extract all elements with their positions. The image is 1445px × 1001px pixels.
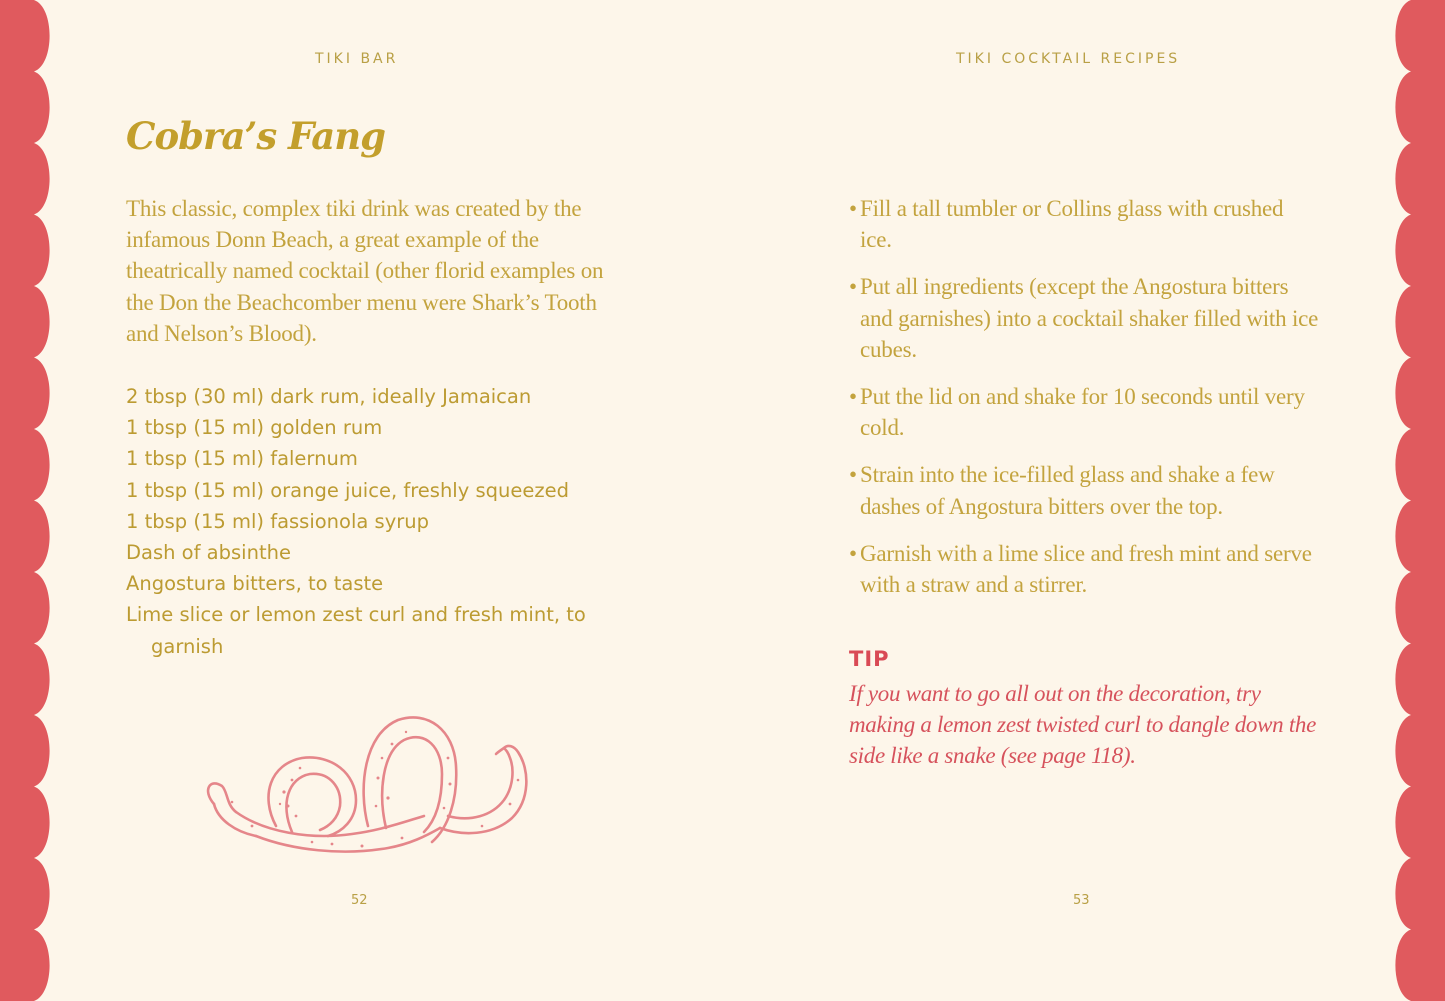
ingredient-item: 1 tbsp (15 ml) orange juice, freshly squeezed [126,478,569,502]
ingredient-item: Lime slice or lemon zest curl and fresh mint, to garnish [126,603,586,658]
ingredient-item: 2 tbsp (30 ml) dark rum, ideally Jamaican [126,385,532,408]
bullet-glyph: • [849,384,857,410]
method-step [849,459,1319,521]
ingredient-item: Dash of absinthe [126,541,291,565]
method-step [849,538,1319,600]
method-steps [849,193,1319,616]
method-step [849,193,1319,255]
page-number-right: 53 [1073,893,1090,908]
method-step-text: Put all ingredients (except the Angostura bitters and garnishes) into a cocktail shaker filled with ice cubes. [860,274,1319,362]
bullet-glyph: • [849,540,857,566]
scallop-shape [1395,0,1445,1001]
method-step-text: Fill a tall tumbler or Collins glass with crushed ice. [860,196,1284,253]
running-header-right: TIKI COCKTAIL RECIPES [956,51,1181,67]
method-step [849,381,1319,443]
method-step-text: Put the lid on and shake for 10 seconds until very cold. [860,384,1305,441]
ingredient-item: Angostura bitters, to taste [126,572,384,596]
page-number-left: 52 [351,893,368,908]
bullet-glyph: • [849,462,857,488]
ingredient-item: 1 tbsp (15 ml) fassionola syrup [126,509,429,533]
lemon-zest-curl-illustration [192,708,542,868]
scalloped-border-left [0,0,60,1001]
ingredient-list [126,381,626,662]
scallop-shape [0,0,50,1001]
method-step [849,271,1319,365]
running-header-left: TIKI BAR [315,51,399,67]
recipe-title: Cobra’s Fang [126,114,386,158]
method-step-text: Garnish with a lime slice and fresh mint and serve with a straw and a stirrer. [860,540,1312,598]
scalloped-border-right [1385,0,1445,1001]
ingredient-item: 1 tbsp (15 ml) falernum [126,447,358,471]
recipe-intro: This classic, complex tiki drink was created by the infamous Donn Beach, a great example of the theatrically named cocktail (other florid examples on the Don the Beachcomber menu were Shark’s Tooth and Nelson’s Blood). [126,196,604,346]
tip-text: If you want to go all out on the decoration, try making a lemon zest twisted curl to dangle down the side like a snake (see page 118). [849,681,1317,769]
tip-heading: TIP [849,647,890,671]
bullet-glyph: • [849,196,857,221]
method-step-text: Strain into the ice-filled glass and shake a few dashes of Angostura bitters over the top. [860,462,1275,519]
bullet-glyph: • [849,274,857,300]
ingredient-item: 1 tbsp (15 ml) golden rum [126,416,383,440]
